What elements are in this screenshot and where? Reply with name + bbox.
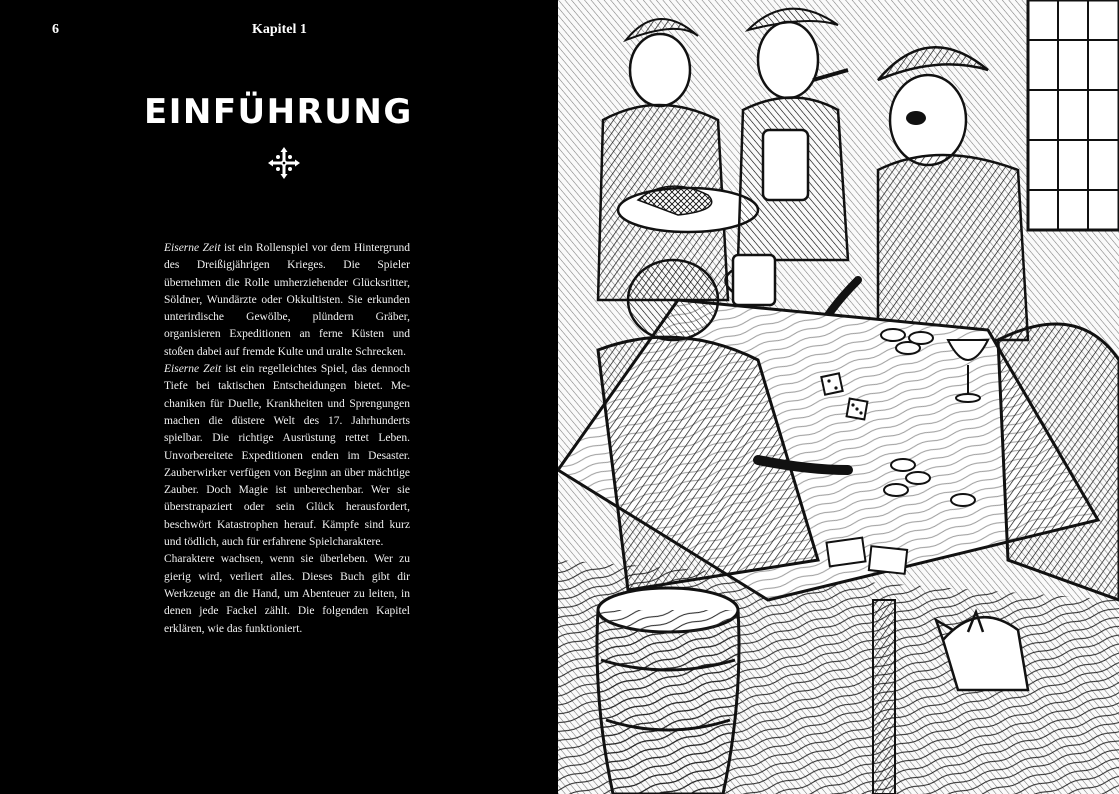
cross-ornament-icon [268,147,300,179]
tavern-illustration [558,0,1119,794]
paragraph [164,240,410,361]
chapter-title: Kapitel 1 [252,22,307,37]
game-title-emphasis: Eiserne Zeit [164,363,222,376]
paragraph [164,551,410,637]
paragraph-text: Charaktere wachsen, wenn sie überleben. Wer zu gierig wird, verliert alles. Dieses Buch gibt dir Werkzeuge an die Hand, um Abenteuer zu leiten, in denen jede Fackel zählt. Die folgenden Kapitel erklären, wie das funktioniert. [164,553,410,635]
paragraph [164,361,410,551]
left-page [0,0,558,794]
paragraph-text: ist ein Rollenspiel vor dem Hintergrund des Dreißigjährigen Krieges. Die Spieler übernehmen die Rolle umherziehender Glücksritter, Söldner, Wundärzte oder Okkultisten. Sie erkunden unterirdische Gewölbe, plündern Gräber, organisieren Expeditionen an ferne Küsten und stoßen dabei auf fremde Kulte und uralte Schrecken. [164,242,410,358]
game-title-emphasis: Eiserne Zeit [164,242,221,254]
page-number: 6 [52,22,59,37]
paragraph-text: ist ein regelleichtes Spiel, das dennoch Tiefe bei taktischen Entscheidungen bietet. Mechaniken für Duelle, Krankheiten und Sprengungen machen die düstere Welt des 17. Jahrhunderts spielbar. Die richtige Ausrüstung rettet Leben. Unvorbereitete Expeditionen enden im Desaster. Zauberwirker verfügen von Beginn an über mächtige Zauber. Doch Magie ist unberechenbar. Wer sie überstrapaziert oder sein Glück herausfordert, beschwört Katastrophen herauf. Kämpfe sind kurz und tödlich, auch für erfahrene Spielcharaktere. [164,363,410,549]
intro-text [164,240,410,638]
page-title: EINFÜHRUNG [144,92,413,132]
